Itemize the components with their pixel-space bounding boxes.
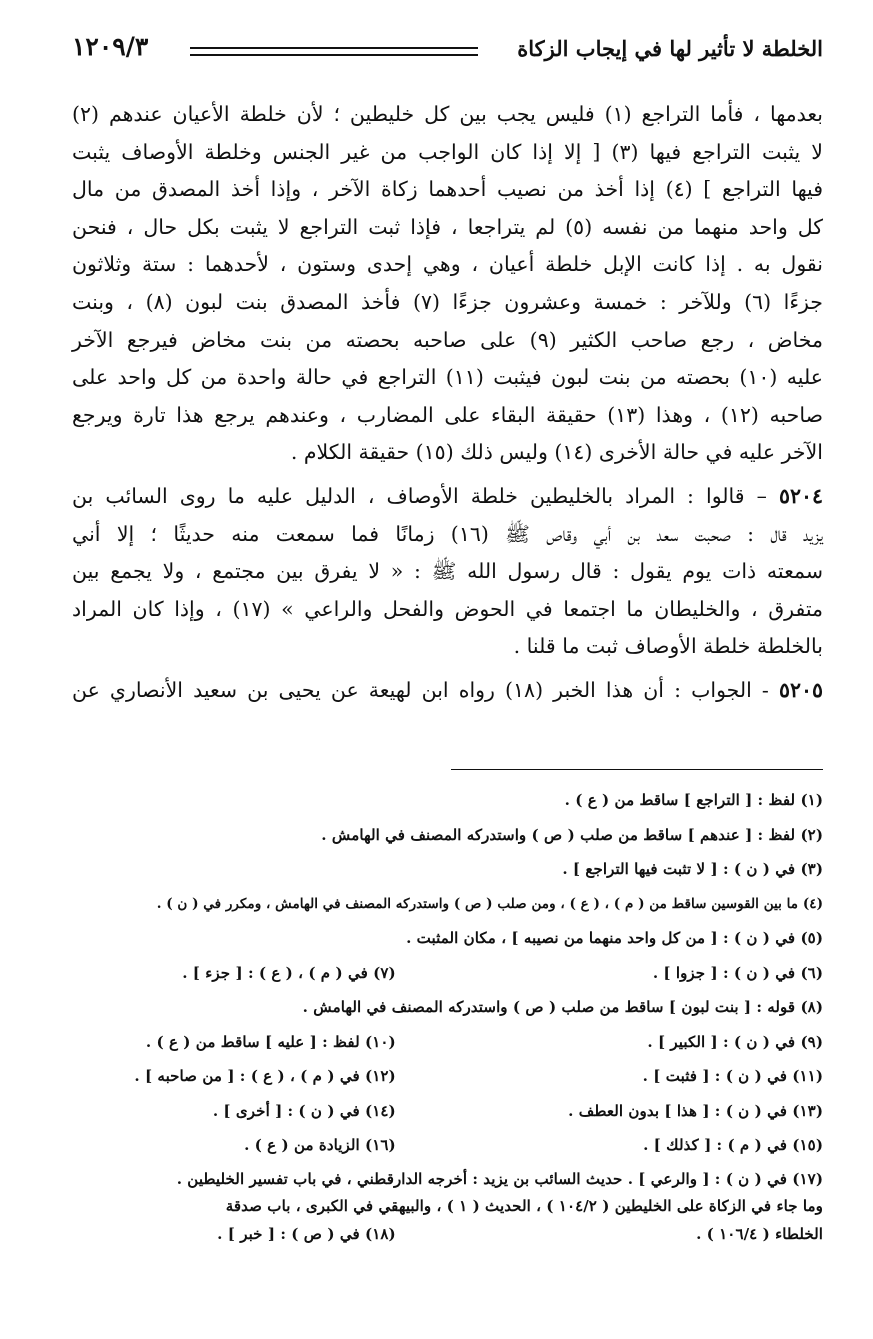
text-line: صاحبه (١٢) ، وهذا (١٣) حقيقة البقاء على المضارب ، وعندهم يرجع هذا تارة ويرجع	[72, 402, 823, 427]
paragraph-number: ٥٢٠٥	[778, 677, 823, 702]
text-line: جزءًا (٦) وللآخر : خمسة وعشرون جزءًا (٧) فأخذ المصدق بنت لبون (٨) ، وبنت	[72, 289, 823, 314]
footnote-pair	[60, 1131, 823, 1166]
text-line: عليه (١٠) بحصته من بنت لبون فيثبت (١١) التراجع في حالة واحدة من كل واحد على	[72, 365, 823, 390]
footnote-continuation: وما جاء في الزكاة على الخليطين ( ١٠٤/٢ ) ، الحديث ( ١ ) ، والبيهقي في الكبرى ، باب صدقة	[225, 1196, 823, 1215]
text-line: نقول به . إذا كانت الإبل خلطة أعيان ، وهي إحدى وستون ، لأحدهما : ستة وثلاثون	[72, 252, 823, 277]
footnote-pair	[60, 1062, 823, 1097]
footnote: (٨) قوله : [ بنت لبون ] ساقط من صلب ( ص ) واستدركه المصنف في الهامش .	[302, 998, 823, 1016]
footnote-pair	[60, 1220, 823, 1255]
footnote-pair	[60, 959, 823, 994]
text-line: الآخر عليه في حالة الأخرى (١٤) وليس ذلك (١٥) حقيقة الكلام .	[290, 440, 823, 465]
footnote: (١٤) في ( ن ) : [ أخرى ] .	[212, 1101, 396, 1120]
main-text	[72, 96, 823, 710]
footnote: (١٠) لفظ : [ عليه ] ساقط من ( ع ) .	[145, 1032, 396, 1051]
footnote: (٧) في ( م ) ، ( ع ) : [ جزء ] .	[182, 963, 396, 982]
footnote: (١٦) الزيادة من ( ع ) .	[244, 1136, 396, 1154]
text-line: مخاض ، رجع صاحب الكثير (٩) على صاحبه بحصته من بنت مخاض فيرجع الآخر	[72, 327, 823, 352]
text-line: يزيد قال : صحبت سعد بن أبي وقاص ﷺ (١٦) زمانًا فما سمعت منه حديثًا ؛ إلا أني	[72, 521, 823, 546]
text-line: بالخلطة خلطة الأوصاف ثبت ما قلنا .	[513, 634, 823, 659]
footnote: (٥) في ( ن ) : [ من كل واحد منهما من نصيبه ] ، مكان المثبت .	[406, 929, 823, 947]
page-number: ١٢٠٩/٣	[72, 32, 149, 61]
paragraph-text: – قالوا : المراد بالخليطين خلطة الأوصاف ، الدليل عليه ما روى السائب بن	[72, 483, 767, 508]
text-line: سمعته ذات يوم يقول : قال رسول الله ﷺ : « لا يفرق بين مجتمع ، ولا يجمع بين	[72, 559, 823, 584]
footnote: (٣) في ( ن ) : [ لا تثبت فيها التراجع ] .	[562, 860, 823, 878]
paragraph-number: ٥٢٠٤	[778, 483, 823, 508]
footnote-continuation: الخلطاء ( ١٠٦/٤ ) .	[696, 1224, 823, 1243]
footnote: (١٨) في ( ص ) : [ خبر ] .	[217, 1224, 396, 1243]
footnote: (١٢) في ( م ) ، ( ع ) : [ من صاحبه ] .	[134, 1067, 396, 1085]
footnote: (١٣) في ( ن ) : [ هذا ] بدون العطف .	[568, 1101, 823, 1120]
footnote: (١٥) في ( م ) : [ كذلك ] .	[643, 1136, 823, 1154]
footnote-separator	[451, 769, 823, 770]
text-line: لا يثبت التراجع فيها (٣) [ إلا إذا كان الواجب من غير الجنس وخلطة الأوصاف يثبت	[72, 139, 823, 164]
running-title: الخلطة لا تأثير لها في إيجاب الزكاة	[517, 36, 823, 61]
text-line: فيها التراجع ] (٤) إذا أخذ من نصيب أحدهما زكاة الآخر ، وإذا أخذ المصدق من مال	[72, 177, 823, 202]
footnote-pair	[60, 1097, 823, 1132]
text-line: بعدمها ، فأما التراجع (١) فليس يجب بين كل خليطين ؛ لأن خلطة الأعيان عندهم (٢)	[72, 102, 824, 126]
paragraph-5204-first-line	[72, 478, 823, 516]
header-rule-bottom	[190, 54, 478, 56]
footnote: (١) لفظ : [ التراجع ] ساقط من ( ع ) .	[564, 791, 823, 809]
paragraph-5205-first-line	[72, 672, 823, 710]
footnote-pair	[60, 1028, 823, 1063]
footnotes	[60, 786, 823, 1254]
paragraph-text: - الجواب : أن هذا الخبر (١٨) رواه ابن لهيعة عن يحيى بن سعيد الأنصاري عن	[72, 677, 769, 702]
text-line: كل واحد منهما من نفسه (٥) لم يتراجعا ، فإذا ثبت التراجع لا يثبت بكل حال ، فنحن	[72, 214, 824, 239]
footnote: (٢) لفظ : [ عندهم ] ساقط من صلب ( ص ) واستدركه المصنف في الهامش .	[321, 825, 823, 844]
text-line: متفرق ، والخليطان ما اجتمعا في الحوض والفحل والراعي » (١٧) ، وإذا كان المراد	[72, 596, 824, 621]
header-rule-top	[190, 47, 478, 49]
footnote: (٦) في ( ن ) : [ جزوا ] .	[652, 963, 823, 982]
footnote: (٤) ما بين القوسين ساقط من ( م ) ، ( ع ) ، ومن صلب ( ص ) واستدركه المصنف في الهامش ، ومكرر في ( ن ) .	[156, 895, 823, 912]
footnote: (١٧) في ( ن ) : [ والرعي ] . حديث السائب بن يزيد : أخرجه الدارقطني ، في باب تفسير الخليطين .	[176, 1169, 823, 1188]
page-header	[72, 32, 823, 68]
footnote: (٩) في ( ن ) : [ الكبير ] .	[647, 1032, 823, 1051]
footnote: (١١) في ( ن ) : [ فثبت ] .	[642, 1067, 823, 1085]
